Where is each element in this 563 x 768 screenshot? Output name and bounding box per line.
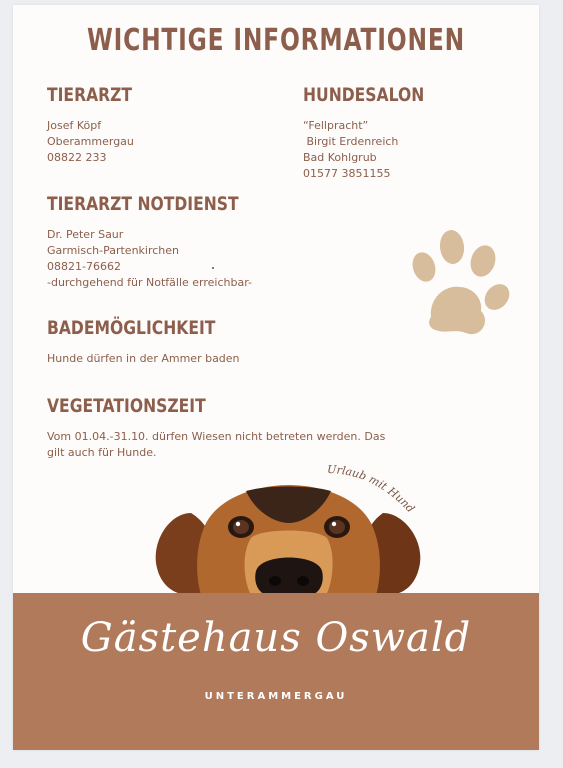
footer-banner (13, 593, 539, 750)
tierarzt-details (47, 118, 134, 166)
hundesalon-line: Birgit Erdenreich (303, 135, 399, 148)
dog-illustration (151, 483, 426, 595)
stray-dot (212, 267, 214, 269)
tierarzt-line: 08822 233 (47, 151, 107, 164)
notdienst-heading: TIERARZT NOTDIENST (47, 193, 239, 215)
hundesalon-details (303, 118, 398, 182)
notdienst-line: 08821-76662 (47, 260, 121, 273)
hundesalon-line: 01577 3851155 (303, 167, 391, 180)
notdienst-details (47, 227, 252, 291)
tierarzt-line: Josef Köpf (47, 119, 102, 132)
hundesalon-line: Bad Kohlgrub (303, 151, 377, 164)
vegetation-text (47, 429, 385, 461)
tierarzt-line: Oberammergau (47, 135, 134, 148)
info-flyer (13, 5, 539, 750)
notdienst-line: Dr. Peter Saur (47, 228, 124, 241)
notdienst-line: -durchgehend für Notfälle erreichbar- (47, 276, 253, 289)
tagline-text: Urlaub mit Hund (326, 465, 418, 516)
baden-text: Hunde dürfen in der Ammer baden (47, 352, 240, 365)
hundesalon-line: “Fellpracht” (303, 119, 369, 132)
baden-heading: BADEMÖGLICHKEIT (47, 317, 216, 339)
tierarzt-heading: TIERARZT (47, 84, 133, 106)
brand-logo: Gästehaus Oswald (80, 615, 472, 661)
page-title: WICHTIGE INFORMATIONEN (87, 23, 465, 58)
brand-location: UNTERAMMERGAU (204, 691, 348, 702)
paw-icon (411, 227, 511, 342)
notdienst-line: Garmisch-Partenkirchen (47, 244, 180, 257)
vegetation-line: gilt auch für Hunde. (47, 446, 157, 459)
hundesalon-heading: HUNDESALON (303, 84, 425, 106)
vegetation-line: Vom 01.04.-31.10. dürfen Wiesen nicht betreten werden. Das (47, 430, 386, 443)
vegetation-heading: VEGETATIONSZEIT (47, 395, 206, 417)
